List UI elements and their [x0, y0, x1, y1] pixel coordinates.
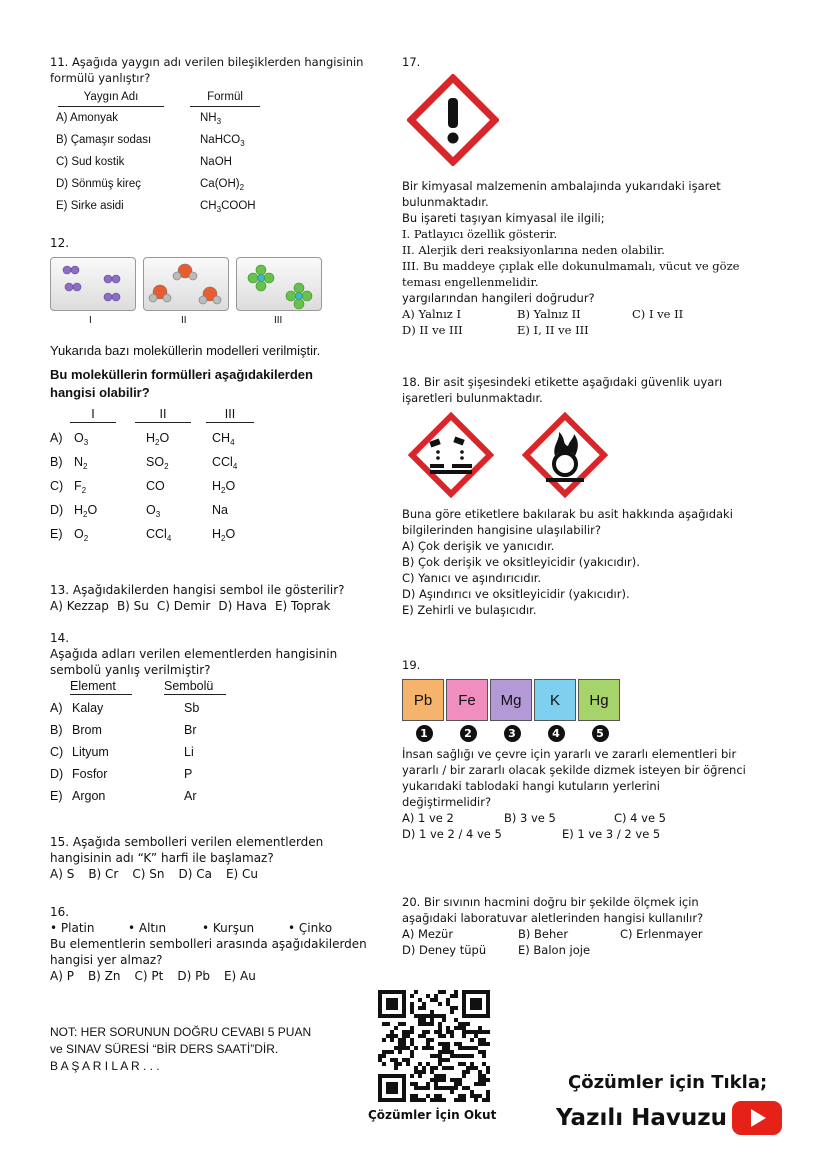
question-14-number: 14.	[50, 631, 70, 645]
formula-part: Na	[212, 503, 228, 517]
option-b[interactable]: B) 3 ve 5	[504, 811, 556, 825]
row-option: C)	[50, 745, 64, 759]
formula-subscript: 4	[232, 462, 238, 471]
option-c[interactable]: C) Sn	[132, 867, 165, 881]
oxidizer-hazard-icon	[522, 412, 608, 498]
formula-cell	[146, 478, 165, 494]
answer-row[interactable]	[50, 129, 370, 151]
option-d[interactable]: D) 1 ve 2 / 4 ve 5	[402, 827, 502, 841]
question-17	[402, 54, 752, 338]
row-option: B)	[50, 723, 63, 737]
option-e[interactable]: E) Au	[223, 969, 256, 983]
formula-subscript: 2	[164, 462, 169, 471]
formula-part: O	[87, 503, 98, 517]
element-numbers	[402, 725, 752, 742]
formula-cell	[146, 502, 160, 518]
item-platin: • Platin	[50, 921, 95, 935]
element-number-slot	[578, 725, 622, 742]
formula-part: O	[159, 431, 170, 445]
formula-part: SO	[146, 455, 165, 469]
question-16-items	[50, 920, 380, 936]
qr-caption: Çözümler İçin Okut	[368, 1108, 497, 1122]
exclamation-hazard-icon	[407, 74, 499, 166]
option-c[interactable]: C) I ve II	[632, 307, 684, 321]
row-symbol: P	[184, 767, 193, 781]
question-20-text: 20. Bir sıvının hacmini doğru bir şekilde ölçmek için aşağıdaki laboratuvar aletlerinden hangisi kullanılır?	[402, 895, 704, 925]
question-16-text: Bu elementlerin sembolleri arasında aşağıdakilerden hangisi yer almaz?	[50, 937, 367, 967]
youtube-play-icon	[731, 1100, 783, 1136]
formula-subscript: 3	[216, 205, 222, 214]
row-option: D) Sönmüş kireç	[56, 178, 141, 190]
question-17-statement-1: I. Patlayıcı özellik gösterir.	[402, 227, 558, 241]
qr-code[interactable]	[378, 990, 490, 1102]
option-d[interactable]: D) Ca	[178, 867, 212, 881]
question-16-options	[50, 968, 380, 984]
model-label-2: II	[181, 315, 187, 326]
option-d[interactable]: D) Hava	[218, 599, 267, 613]
element-number-slot	[446, 725, 490, 742]
question-17-prompt: yargılarından hangileri doğrudur?	[402, 291, 595, 305]
row-option: C)	[50, 479, 64, 493]
option-a[interactable]: A) Kezzap	[50, 599, 109, 613]
molecule-model-2	[143, 257, 229, 311]
question-17-intro: Bu işareti taşıyan kimyasal ile ilgili;	[402, 211, 605, 225]
answer-row[interactable]	[50, 430, 370, 454]
option-e[interactable]: E) Cu	[225, 867, 259, 881]
formula-subscript: 2	[81, 486, 87, 495]
option-e[interactable]: E) 1 ve 3 / 2 ve 5	[562, 827, 661, 841]
option-c[interactable]: C) Pt	[134, 969, 164, 983]
formula-part: F	[74, 479, 82, 493]
question-13-text: 13. Aşağıdakilerden hangisi sembol ile gösterilir?	[50, 583, 345, 597]
formula-cell	[146, 454, 169, 470]
row-option: C) Sud kostik	[56, 156, 125, 168]
question-13	[50, 582, 380, 614]
element-number: 2	[460, 725, 477, 742]
option-c[interactable]: C) Erlenmayer	[620, 927, 703, 941]
question-19-options	[402, 810, 752, 842]
formula-part: H	[212, 479, 222, 493]
element-table	[402, 679, 752, 721]
row-symbol: Sb	[184, 701, 200, 715]
row-option: A) Amonyak	[56, 112, 118, 124]
formula-subscript: 2	[239, 183, 245, 192]
formula-subscript: 4	[230, 438, 235, 447]
item-kursun: • Kurşun	[202, 921, 255, 935]
element-box: Hg	[578, 679, 620, 721]
question-17-text: Bir kimyasal malzemenin ambalajında yukarıdaki işaret bulunmaktadır.	[402, 179, 721, 209]
row-formula	[200, 195, 256, 217]
formula-cell	[146, 430, 169, 446]
formula-subscript: 3	[216, 117, 222, 126]
formula-subscript: 2	[221, 486, 226, 495]
question-14-text: Aşağıda adları verilen elementlerden hangisinin sembolü yanlış verilmiştir?	[50, 647, 338, 677]
answer-row[interactable]	[50, 766, 380, 788]
option-a[interactable]: A) Yalnız I	[402, 307, 462, 321]
question-16	[50, 904, 380, 984]
question-12-prompt: Bu moleküllerin formülleri aşağıdakilerden hangisi olabilir?	[50, 367, 313, 400]
element-number: 1	[416, 725, 433, 742]
answer-row[interactable]	[50, 744, 380, 766]
answer-row[interactable]	[50, 107, 370, 129]
formula-cell	[146, 526, 171, 542]
row-option: D)	[50, 767, 64, 781]
safety-signs	[402, 412, 752, 498]
option-e[interactable]: E) Zehirli ve bulaşıcıdır.	[402, 603, 537, 617]
row-element: Fosfor	[72, 767, 108, 781]
question-15-options	[50, 866, 380, 882]
col-header-II: II	[135, 406, 191, 423]
question-17-number: 17.	[402, 55, 421, 69]
row-formula	[200, 151, 232, 173]
formula-subscript: 3	[83, 438, 89, 447]
question-17-statement-2: II. Alerjik deri reaksiyonlarına neden olabilir.	[402, 243, 665, 257]
question-20-options	[402, 926, 752, 958]
question-19	[402, 657, 752, 842]
formula-cell	[74, 430, 88, 446]
col-header-name: Yaygın Adı	[58, 88, 164, 107]
row-option: E) Sirke asidi	[56, 200, 124, 212]
col-header-symbol: Sembolü	[164, 678, 226, 695]
question-11-table	[50, 88, 260, 107]
row-option: E)	[50, 527, 63, 541]
question-11	[50, 54, 370, 217]
question-15-text: 15. Aşağıda sembolleri verilen elementlerden hangisinin adı “K” harfi ile başlamaz?	[50, 835, 324, 865]
answer-row[interactable]	[50, 454, 370, 478]
formula-part: H	[212, 527, 222, 541]
question-11-rows	[50, 107, 370, 217]
formula-part: O	[74, 527, 84, 541]
formula-part: NH	[200, 112, 217, 124]
row-element: Brom	[72, 723, 102, 737]
answer-row[interactable]	[50, 526, 370, 550]
answer-row[interactable]	[50, 788, 380, 810]
row-element: Argon	[72, 789, 106, 803]
col-header-III: III	[206, 406, 254, 423]
answer-row[interactable]	[50, 173, 370, 195]
question-14-table	[50, 678, 380, 808]
row-element: Lityum	[72, 745, 109, 759]
formula-subscript: 3	[155, 510, 161, 519]
option-a[interactable]: A) 1 ve 2	[402, 811, 454, 825]
row-formula	[200, 173, 244, 195]
question-20	[402, 894, 752, 958]
formula-subscript: 2	[83, 534, 89, 543]
option-e[interactable]: E) Balon joje	[518, 943, 591, 957]
formula-part: NaOH	[200, 156, 232, 168]
item-altin: • Altın	[128, 921, 167, 935]
option-b[interactable]: B) Su	[116, 599, 149, 613]
option-e[interactable]: E) I, II ve III	[517, 323, 589, 337]
question-11-text: 11. Aşağıda yaygın adı verilen bileşiklerden hangisinin formülü yanlıştır?	[50, 55, 364, 85]
option-c[interactable]: C) 4 ve 5	[614, 811, 666, 825]
question-18-prompt: Buna göre etiketlere bakılarak bu asit hakkında aşağıdaki bilgilerinden hangisine ulaşılabilir?	[402, 507, 733, 537]
element-box: K	[534, 679, 576, 721]
row-symbol: Li	[184, 745, 194, 759]
question-18	[402, 374, 752, 618]
exam-note	[50, 1024, 370, 1075]
row-formula	[200, 107, 221, 129]
formula-part: NaHCO	[200, 134, 241, 146]
question-14	[50, 630, 380, 808]
element-box: Fe	[446, 679, 488, 721]
element-number-slot	[534, 725, 578, 742]
formula-cell	[74, 526, 88, 542]
formula-cell	[212, 454, 237, 470]
formula-part: H	[74, 503, 84, 517]
option-a[interactable]: A) P	[50, 969, 74, 983]
question-19-number: 19.	[402, 658, 421, 672]
formula-part: CH	[212, 431, 231, 445]
option-d[interactable]: D) Deney tüpü	[402, 943, 487, 957]
row-option: A)	[50, 701, 63, 715]
question-15	[50, 834, 380, 882]
row-option: B)	[50, 455, 63, 469]
element-number-slot	[490, 725, 534, 742]
answer-row[interactable]	[50, 151, 370, 173]
row-element: Kalay	[72, 701, 104, 715]
note-line-3: B A Ş A R I L A R . . .	[50, 1059, 160, 1073]
formula-part: CH	[200, 200, 217, 212]
question-19-text: İnsan sağlığı ve çevre için yararlı ve zararlı elementleri bir yararlı / bir zararlı olacak şekilde dizmek isteyen bir öğrenci yukarıdaki tablodaki hangi kutuların yerlerini değiştirmelidir?	[402, 747, 746, 809]
question-12-table	[50, 406, 370, 546]
model-label-1: I	[89, 315, 92, 326]
option-b[interactable]: B) Cr	[88, 867, 119, 881]
formula-part: Ca(OH)	[200, 178, 240, 190]
row-option: A)	[50, 431, 63, 445]
answer-row[interactable]	[50, 195, 370, 217]
formula-part: H	[146, 431, 156, 445]
option-d[interactable]: D) II ve III	[402, 323, 463, 337]
element-number: 4	[548, 725, 565, 742]
option-e[interactable]: E) Toprak	[274, 599, 331, 613]
formula-subscript: 2	[83, 462, 88, 471]
formula-cell	[212, 430, 235, 446]
formula-subscript: 2	[83, 510, 88, 519]
answer-row[interactable]	[50, 700, 380, 722]
solutions-cta-line-2: Yazılı Havuzu	[556, 1105, 728, 1131]
question-12	[50, 235, 370, 546]
element-number: 5	[592, 725, 609, 742]
formula-part: COOH	[221, 200, 256, 212]
answer-row[interactable]	[50, 722, 380, 744]
option-a[interactable]: A) S	[50, 867, 75, 881]
formula-part: O	[146, 503, 156, 517]
formula-part: O	[225, 527, 236, 541]
formula-part: CO	[146, 479, 165, 493]
note-line-2: ve SINAV SÜRESİ “BİR DERS SAATİ”DİR.	[50, 1042, 279, 1056]
col-header-element: Element	[70, 678, 132, 695]
question-18-text: 18. Bir asit şişesindeki etikette aşağıdaki güvenlik uyarı işaretleri bulunmaktadır.	[402, 375, 723, 405]
element-number: 3	[504, 725, 521, 742]
formula-subscript: 2	[221, 534, 226, 543]
formula-cell	[74, 502, 97, 518]
question-17-options	[402, 306, 752, 338]
formula-part: CCl	[146, 527, 167, 541]
question-12-text: Yukarıda bazı moleküllerin modelleri verilmiştir.	[50, 343, 321, 358]
question-17-statement-3: III. Bu maddeye çıplak elle dokunulmamalı, vücut ve göze teması engellenmelidir.	[402, 259, 740, 289]
question-13-options	[50, 598, 380, 614]
option-c[interactable]: C) Yanıcı ve aşındırıcıdır.	[402, 571, 542, 585]
option-b[interactable]: B) Yalnız II	[517, 307, 581, 321]
row-option: B) Çamaşır sodası	[56, 134, 152, 146]
question-16-number: 16.	[50, 905, 70, 919]
molecule-models	[50, 257, 370, 327]
question-12-number: 12.	[50, 236, 70, 250]
col-header-formula: Formül	[190, 88, 260, 107]
element-number-slot	[402, 725, 446, 742]
option-b[interactable]: B) Zn	[87, 969, 121, 983]
row-symbol: Br	[184, 723, 197, 737]
formula-subscript: 2	[155, 438, 160, 447]
element-box: Mg	[490, 679, 532, 721]
answer-row[interactable]	[50, 478, 370, 502]
formula-cell	[74, 454, 87, 470]
option-d[interactable]: D) Aşındırıcı ve oksitleyicidir (yakıcıdır).	[402, 587, 630, 601]
formula-subscript: 4	[166, 534, 172, 543]
option-c[interactable]: C) Demir	[156, 599, 211, 613]
item-cinko: • Çinko	[288, 921, 333, 935]
formula-cell	[74, 478, 86, 494]
molecule-model-1	[50, 257, 136, 311]
formula-subscript: 3	[240, 139, 245, 148]
formula-cell	[212, 502, 228, 518]
formula-part: O	[74, 431, 84, 445]
element-box: Pb	[402, 679, 444, 721]
formula-cell	[212, 526, 235, 542]
model-label-3: III	[274, 315, 283, 326]
corrosive-hazard-icon	[408, 412, 494, 498]
molecule-model-3	[236, 257, 322, 311]
option-a[interactable]: A) Mezür	[402, 927, 454, 941]
formula-part: CCl	[212, 455, 233, 469]
row-option: D)	[50, 503, 64, 517]
solutions-cta-line-1: Çözümler için Tıkla;	[568, 1072, 768, 1093]
option-b[interactable]: B) Çok derişik ve oksitleyicidir (yakıcıdır).	[402, 555, 640, 569]
option-b[interactable]: B) Beher	[518, 927, 569, 941]
answer-row[interactable]	[50, 502, 370, 526]
option-a[interactable]: A) Çok derişik ve yanıcıdır.	[402, 539, 555, 553]
formula-cell	[212, 478, 235, 494]
solutions-link[interactable]	[556, 1100, 783, 1136]
formula-part: N	[74, 455, 84, 469]
row-option: E)	[50, 789, 63, 803]
formula-part: O	[225, 479, 236, 493]
note-line-1: NOT: HER SORUNUN DOĞRU CEVABI 5 PUAN	[50, 1025, 312, 1039]
option-d[interactable]: D) Pb	[177, 969, 210, 983]
row-formula	[200, 129, 245, 151]
row-symbol: Ar	[184, 789, 197, 803]
col-header-I: I	[70, 406, 116, 423]
